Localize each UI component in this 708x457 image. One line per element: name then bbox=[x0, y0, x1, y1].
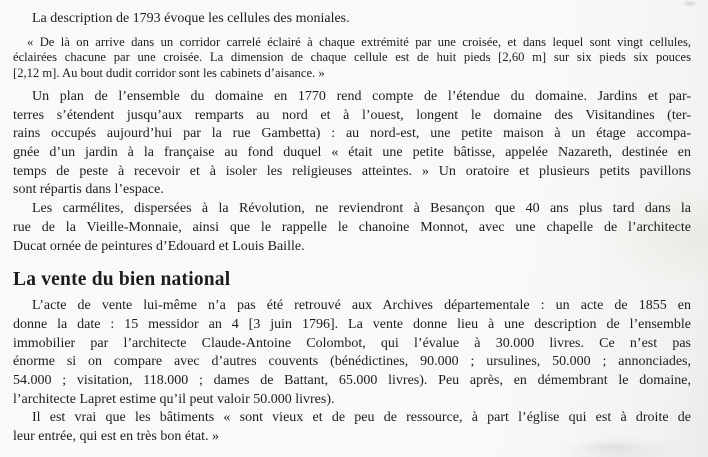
text-line: Un plan de l’ensemble du domaine en 1770 rend compte de l’étendue du domaine. Jardins et par- bbox=[32, 88, 691, 104]
text-line: La description de 1793 évoque les cellules des moniales. bbox=[32, 11, 350, 26]
text-line: rains occupés aujourd’hui par la rue Gambetta) : au nord-est, une petite maison à un étage accompa- bbox=[13, 126, 691, 142]
paragraph-acte-vente bbox=[13, 297, 691, 409]
text-line: [2,12 m]. Au bout dudit corridor sont les cabinets d’aisance. » bbox=[13, 65, 325, 80]
text-line: terres s’étendent jusqu’aux remparts au nord et à l’ouest, longent le domaine des Visitandines (ter- bbox=[13, 107, 691, 123]
text-line: Il est vrai que les bâtiments « sont vieux et de peu de ressource, à part l’église qui est à droite de bbox=[32, 410, 691, 426]
text-line: éclairées chacune par une croisée. La dimension de chaque cellule est de huit pieds [2,60 m] sur six pieds six pouces bbox=[13, 50, 691, 65]
section-heading bbox=[13, 268, 691, 292]
paragraph-carmelites bbox=[13, 200, 691, 256]
paragraph-batiments bbox=[13, 409, 691, 446]
text-line: leur entrée, qui est en très bon état. » bbox=[13, 429, 220, 445]
text-line: Les carmélites, dispersées à la Révolution, ne reviendront à Besançon que 40 ans plus tard dans la bbox=[32, 201, 691, 217]
text-line: énorme si on compare avec d’autres couvents (bénédictines, 90.000 ; ursulines, 50.000 ; annonciades, bbox=[13, 354, 691, 370]
text-line: « De là on arrive dans un corridor carrelé éclairé à chaque extrémité par une croisée, et dans lequel sont vingt cellules, bbox=[27, 34, 691, 49]
quote-1793 bbox=[13, 35, 691, 81]
text-line: donne la date : 15 messidor an 4 [3 juin 1796]. La vente donne lieu à une description de l’ensemble bbox=[13, 316, 691, 332]
text-line: L’acte de vente lui-même n’a pas été retrouvé aux Archives départementale : un acte de 1855 en bbox=[32, 298, 691, 314]
text-line: immobilier par l’architecte Claude-Antoine Colombot, qui l’évalue à 30.000 livres. Ce n’est pas bbox=[13, 335, 691, 351]
text-line: temps de peste à recevoir et à isoler les religieuses atteintes. » Un oratoire et plusieurs petits pavillons bbox=[13, 163, 691, 179]
heading-text: La vente du bien national bbox=[13, 269, 231, 291]
document-content bbox=[13, 10, 691, 447]
text-line: l’architecte Lapret estime qu’il peut valoir 50.000 livres). bbox=[13, 391, 335, 407]
intro-line bbox=[13, 10, 691, 29]
text-line: Ducat ornée de peintures d’Edouard et Louis Baille. bbox=[13, 238, 305, 254]
paragraph-plan-1770 bbox=[13, 88, 691, 200]
scan-smudge-top-right bbox=[682, 0, 698, 7]
text-line: sont répartis dans l’espace. bbox=[13, 182, 164, 198]
text-line: rue de la Vieille-Monnaie, ainsi que le rappelle le chanoine Monnot, avec une chapelle de l’architecte bbox=[13, 219, 691, 235]
text-line: gnée d’un jardin à la française au fond duquel « était une petite bâtisse, appelée Nazareth, destinée en bbox=[13, 145, 691, 161]
text-line: 54.000 ; visitation, 118.000 ; dames de Battant, 65.000 livres). Peu après, en démembrant le domaine, bbox=[13, 373, 691, 389]
